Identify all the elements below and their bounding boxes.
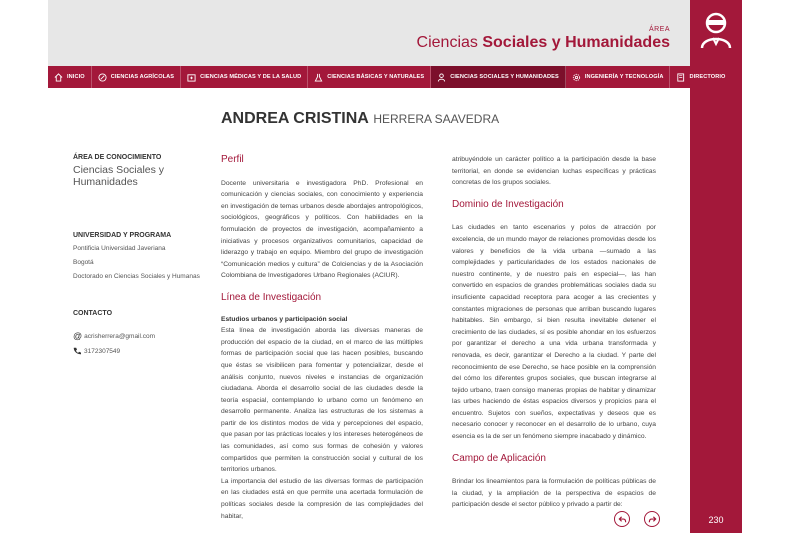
area-title [417,34,670,52]
campo-text: Brindar los lineamientos para la formulación de políticas públicas de la ciudad, y la ampliación de la perspectiva de espacios de participación desde el sector público y privado a partir de: [452,478,656,509]
perfil-text: Docente universitaria e investigadora PhD. Profesional en comunicación y ciencias sociales, con conocimiento y experiencia en investigación de temas urbanos desde abordajes antropológicos, sociológicos, geográficos y políticos. Con habilidades en la formulación de proyectos de investigación, acompañamiento a iniciativas y procesos organizativos comunitarios, capacidad de liderazgo y trabajo en equipo. Miembro del grupo de investigación “Comunicación medios y cultura” de Colciencias y de la Asociación Colombiana de Investigadores Urbano Regionales (ACIUR). [221,179,423,280]
university-name: Pontificia Universidad Javeriana [73,245,166,252]
area-heading: ÁREA DE CONOCIMIENTO [73,154,162,161]
nav-item-medicas[interactable] [181,66,308,88]
page-margin-left [0,0,48,533]
previous-page-button[interactable] [614,511,630,527]
back-arrow-icon [618,515,627,524]
phone-row[interactable] [73,347,213,355]
continued-text: atribuyéndole un carácter político a la participación desde la base territorial, en donde se evidencian luchas específicas y prácticas concretas de los grupos sociales. [452,156,656,187]
gear-icon [572,73,581,82]
area-header [48,0,690,66]
nav-item-basicas[interactable] [308,66,431,88]
nav-item-label: INICIO [67,74,85,80]
nav-item-ingenieria[interactable] [566,66,671,88]
researcher-name [221,110,499,128]
area-title-light: Ciencias [416,34,478,51]
linea-title: Línea de Investigación [221,291,322,303]
phone-icon [73,347,81,355]
nav-item-directorio[interactable] [670,66,731,88]
medical-icon [187,73,196,82]
flask-icon [314,73,323,82]
linea-text-2: La importancia del estudio de las diversas formas de participación en las ciudades está en que permite una acertada formulación de políticas sociales desde la compresión de las complejidades del habitar, [221,477,423,520]
person-icon [437,73,446,82]
last-name: HERRERA SAAVEDRA [373,112,500,126]
dominio-title: Dominio de Investigación [452,198,564,210]
linea-text-1: Esta línea de investigación aborda las diversas maneras de producción del espacio de la ciudad, en el marco de las múltiples formas de participación social que las hacen posibles, buscando que éstas se visibilicen para fomentar y potencializar, desde el análisis conjunto, nuevos niveles e instancias de organización ciudadana. Aborda el desarrollo social de las ciudades desde la teoría espacial, contemplando lo urbano como un fenómeno en desarrollo permanente. Analiza las estructuras de los sistemas a partir de los distintos modos de vida y percepciones del espacio, que pasan por las prácticas locales y los intereses heterogéneos de las comunidades, así como sus formas de cohesión y valores compartidos que permiten la construcción social y cultural de los territorios urbanos. [221,327,423,474]
email: acrisherrera@gmail.com [84,332,156,340]
at-icon: @ [73,331,83,341]
nav-item-label: CIENCIAS AGRÍCOLAS [110,74,175,80]
area-title-bold: Sociales y Humanidades [482,34,670,51]
nav-item-label: CIENCIAS BÁSICAS Y NATURALES [327,74,425,80]
dominio-text: Las ciudades en tanto escenarios y polos de atracción por excelencia, de un mundo mayor de relaciones promovidas desde los valores y beneficios de la vida urbana —sumado a las complejidades y particularidades de los estados nacionales de nuestro continente, y de nuestro país en especial—, las han convertido en espacios de grandes problemáticas sociales dada su insuficiente capacidad receptora para acoger a las crecientes y constantes migraciones de personas que arriban buscando lugares habitables. Sin embargo, si bien resulta inevitable detener el crecimiento de las ciudades, sí es posible ahondar en los esfuerzos por garantizar el derecho a una vida urbana transformada y renovada, es decir, garantizar el Derecho a la ciudad. Y parte del reconocimiento de ese Derecho, se hace posible en la comprensión del cómo los diferentes grupos sociales, que buscan integrarse al tejido urbano, traen consigo maneras propias de habitar y dinamizar las urbes haciendo de éstas espacios diversos y propicios para el encuentro. Sujetos con sueños, expectativas y deseos que es necesario conocer y reconocer en el desarrollo de lo urbano, cuya esencia es la de ser un fenómeno siempre inacabado y dinámico. [452,224,656,441]
nav-item-inicio[interactable] [48,66,92,88]
nav-item-label: CIENCIAS MÉDICAS Y DE LA SALUD [200,74,302,80]
forward-arrow-icon [648,515,657,524]
contact-heading: CONTACTO [73,310,113,317]
campo-title: Campo de Aplicación [452,452,546,464]
nav-item-label: INGENIERÍA Y TECNOLOGÍA [584,74,664,80]
program: Doctorado en Ciencias Sociales y Humanas [73,273,200,280]
next-page-button[interactable] [644,511,660,527]
book-icon [676,73,685,82]
first-name: ANDREA CRISTINA [221,110,369,127]
content-column-2 [452,154,656,511]
city: Bogotá [73,259,94,266]
profile-sidebar [73,154,213,355]
area-value: Ciencias Sociales y Humanidades [73,164,165,188]
page-number: 230 [708,515,724,525]
phone: 3172307549 [84,347,121,355]
area-label: ÁREA [648,26,670,33]
nav-item-sociales[interactable] [431,66,566,88]
page-margin-right [742,0,800,533]
home-icon [54,73,63,82]
leaf-icon [98,73,107,82]
email-row[interactable] [73,331,213,341]
researcher-avatar-icon [698,10,734,50]
nav-item-label: DIRECTORIO [689,74,726,80]
nav-item-agricolas[interactable] [92,66,181,88]
linea-subtitle: Estudios urbanos y participación social [221,315,348,323]
university-heading: UNIVERSIDAD Y PROGRAMA [73,232,172,239]
main-nav [48,66,726,88]
nav-item-label: CIENCIAS SOCIALES Y HUMANIDADES [450,74,559,80]
perfil-title: Perfil [221,154,244,165]
content-column-1 [221,154,423,522]
